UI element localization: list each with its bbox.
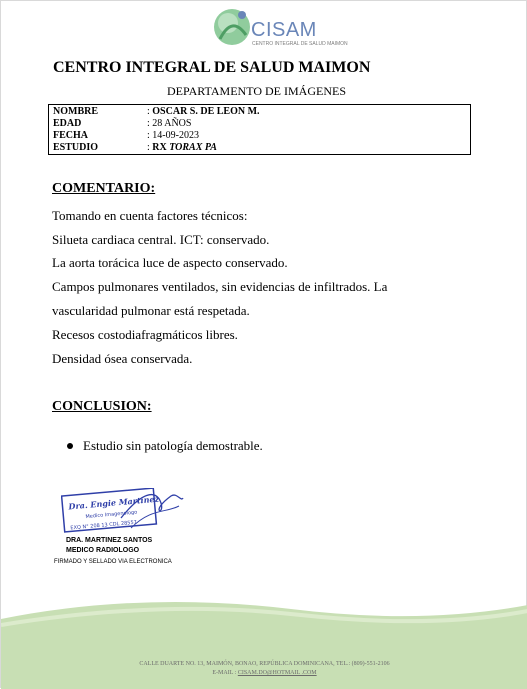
value-date: 14-09-2023: [152, 130, 199, 141]
comment-line: Densidad ósea conservada.: [52, 351, 193, 366]
doctor-name: DRA. MARTINEZ SANTOS: [66, 537, 153, 544]
svg-text:Medico Imagenologo: Medico Imagenologo: [85, 509, 138, 521]
logo-subtitle: CENTRO INTEGRAL DE SALUD MAIMON: [252, 41, 348, 47]
footer-email-label: E-MAIL :: [212, 670, 237, 676]
conclusion-item: Estudio sin patología demostrable.: [83, 438, 263, 453]
comment-line: Silueta cardiaca central. ICT: conservado.: [52, 232, 270, 247]
value-study-prefix: RX: [152, 142, 167, 153]
signature-note: FIRMADO Y SELLADO VIA ELECTRONICA: [54, 559, 172, 565]
label-date: FECHA: [53, 130, 88, 141]
conclusion-heading: CONCLUSION:: [52, 399, 152, 414]
footer-address: CALLE DUARTE NO. 13, MAIMÓN, BONAO, REPÚBLICA DOMINICANA, TEL.: (809)-551-2106: [139, 661, 390, 667]
comment-line: Campos pulmonares ventilados, sin evidencias de infiltrados. La: [52, 279, 388, 294]
logo-wordmark: CISAM: [251, 19, 317, 41]
label-age: EDAD: [53, 118, 82, 129]
value-study-type: TORAX PA: [169, 142, 217, 153]
comment-line: La aorta torácica luce de aspecto conservado.: [52, 255, 288, 270]
institution-title: CENTRO INTEGRAL DE SALUD MAIMON: [53, 59, 371, 76]
comment-heading: COMENTARIO:: [52, 181, 156, 196]
patient-info-box: [48, 104, 471, 155]
comment-line: Recesos costodiafragmáticos libres.: [52, 327, 238, 342]
bullet-icon: [67, 443, 73, 449]
value-name: OSCAR S. DE LEON M.: [152, 106, 260, 117]
doctor-stamp-signature: [61, 488, 186, 533]
svg-text:EXQ N° 208 13 CDL 28557: EXQ N° 208 13 CDL 28557: [70, 519, 138, 532]
value-age: 28 AÑOS: [152, 118, 192, 129]
svg-text:Dra. Engie Martinez: Dra. Engie Martinez: [68, 493, 160, 512]
footer-email-line: [1, 670, 527, 676]
footer-email-link[interactable]: CISAM.DO@HOTMAIL .COM: [237, 670, 317, 676]
doctor-role: MEDICO RADIOLOGO: [66, 547, 140, 554]
sep-name: :: [147, 106, 150, 117]
comment-line: Tomando en cuenta factores técnicos:: [52, 208, 248, 223]
department-title: DEPARTAMENTO DE IMÁGENES: [167, 84, 346, 98]
comment-line: vascularidad pulmonar está respetada.: [52, 303, 250, 318]
label-name: NOMBRE: [53, 106, 98, 117]
sep-study: :: [147, 142, 150, 153]
sep-date: :: [147, 130, 150, 141]
label-study: ESTUDIO: [53, 142, 99, 153]
sep-age: :: [147, 118, 150, 129]
